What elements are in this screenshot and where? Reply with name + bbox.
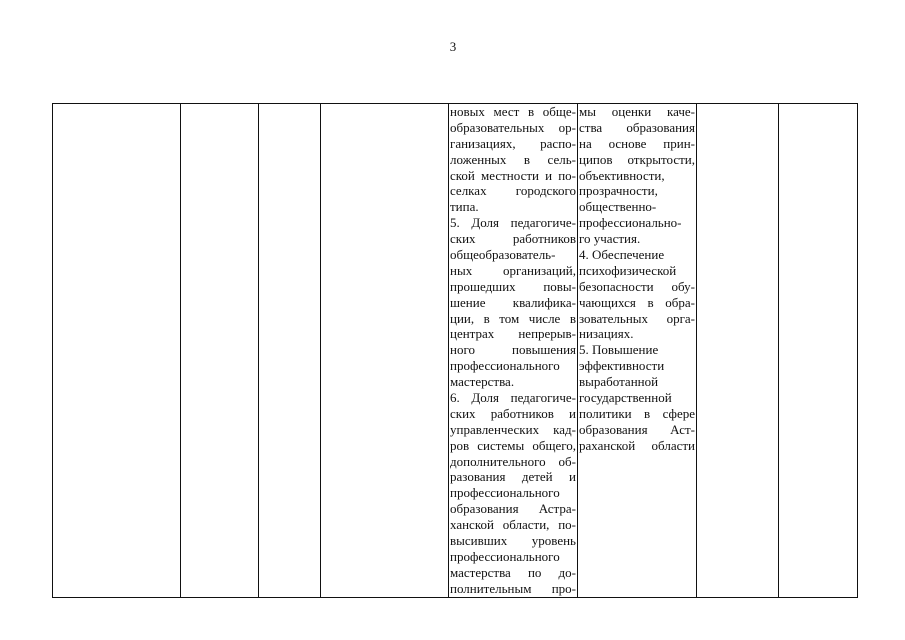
document-table xyxy=(52,103,858,598)
text-line: 4. Обеспечение xyxy=(579,247,665,263)
text-line: раханской области xyxy=(579,437,695,453)
text-line: мы оценки каче- xyxy=(579,104,695,119)
text-line: низациях. xyxy=(579,326,634,342)
table-cell-7 xyxy=(697,104,779,597)
text-line: го участия. xyxy=(579,231,641,247)
table-cell-8 xyxy=(779,104,857,597)
text-line: мастерства по до- xyxy=(450,564,576,580)
text-line: 6. Доля педагогиче- xyxy=(450,390,576,406)
text-line: ложенных в сель- xyxy=(450,151,576,167)
text-line: ской местности и по- xyxy=(450,167,576,183)
text-line: профессионального xyxy=(450,485,560,501)
text-line: типа. xyxy=(450,199,479,215)
text-line: разования детей и xyxy=(450,469,576,485)
text-line: ских работников и xyxy=(450,405,576,421)
text-line: мастерства. xyxy=(450,374,515,390)
text-line: ных организаций, xyxy=(450,262,576,278)
text-line: дополнительного об- xyxy=(450,453,576,469)
text-line: ганизациях, распо- xyxy=(450,135,576,151)
text-line: образования Астра- xyxy=(450,501,576,517)
text-line: выработанной xyxy=(579,374,659,390)
text-line: эффективности xyxy=(579,358,665,374)
text-line: на основе прин- xyxy=(579,135,695,151)
text-line: ханской области, по- xyxy=(450,517,576,533)
text-line: ного повышения xyxy=(450,342,576,358)
text-line: полнительным про- xyxy=(450,580,576,596)
text-line: общеобразователь- xyxy=(450,247,556,263)
text-line: шение квалифика- xyxy=(450,294,576,310)
text-line: профессионального xyxy=(450,548,560,564)
text-line: объективности, xyxy=(579,167,665,183)
text-line: общественно- xyxy=(579,199,657,215)
text-line: ских работников xyxy=(450,231,576,247)
page-number: 3 xyxy=(449,39,457,54)
text-line: политики в сфере xyxy=(579,405,695,421)
text-line: ции, в том числе в xyxy=(450,310,576,326)
table-cell-4 xyxy=(321,104,449,597)
text-line: зовательных орга- xyxy=(579,310,695,326)
table-cell-3 xyxy=(259,104,321,597)
table-cell-5 xyxy=(449,104,578,597)
table-cell-6 xyxy=(578,104,697,597)
text-line: селках городского xyxy=(450,183,576,199)
text-line: прошедших повы- xyxy=(450,278,576,294)
text-line: чающихся в обра- xyxy=(579,294,695,310)
text-line: ципов открытости, xyxy=(579,151,695,167)
text-line: высивших уровень xyxy=(450,533,576,549)
text-line: ров системы общего, xyxy=(450,437,576,453)
text-line: 5. Повышение xyxy=(579,342,659,358)
text-line: профессионального xyxy=(450,358,560,374)
text-line: ства образования xyxy=(579,119,695,135)
text-line: новых мест в обще- xyxy=(450,104,576,119)
text-line: профессионально- xyxy=(579,215,682,231)
table-cell-1 xyxy=(53,104,181,597)
text-line: 5. Доля педагогиче- xyxy=(450,215,576,231)
text-line: центрах непрерыв- xyxy=(450,326,576,342)
text-line: образования Аст- xyxy=(579,421,695,437)
text-line: управленческих кад- xyxy=(450,421,576,437)
text-line: прозрачности, xyxy=(579,183,658,199)
text-line: психофизической xyxy=(579,262,677,278)
text-line: образовательных ор- xyxy=(450,119,576,135)
text-line: безопасности обу- xyxy=(579,278,695,294)
table-cell-2 xyxy=(181,104,259,597)
text-line: государственной xyxy=(579,390,672,406)
